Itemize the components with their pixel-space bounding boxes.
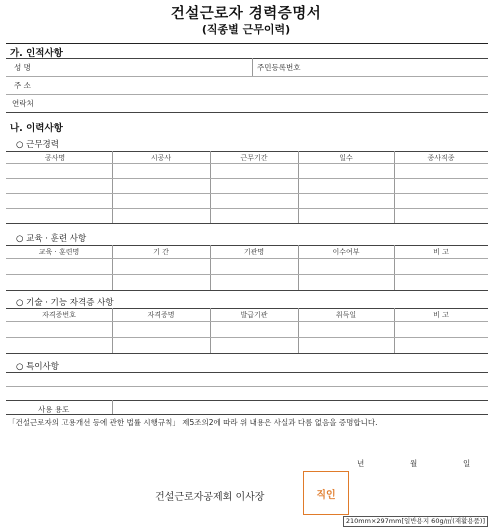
divider: [112, 245, 113, 290]
divider: [298, 308, 299, 353]
divider: [6, 223, 488, 224]
document-subtitle: (직종별 근무이력): [201, 23, 291, 36]
table-row-line: [6, 274, 488, 275]
license-col-header: 발급기관: [240, 311, 268, 319]
contact-label: 연락처: [12, 99, 34, 108]
training-col-header: 기관명: [243, 248, 265, 256]
work-col-header: 일수: [339, 154, 353, 162]
document-title: 건설근로자 경력증명서: [170, 6, 322, 22]
divider: [6, 43, 488, 44]
license-heading: ○ 기술 · 기능 자격증 사항: [16, 298, 114, 308]
training-col-header: 교육 · 훈련명: [38, 248, 80, 256]
license-col-header: 취득일: [335, 311, 357, 319]
work-col-header: 종사직종: [427, 154, 455, 162]
work-col-header: 근무기간: [240, 154, 268, 162]
rrn-label: 주민등록번호: [257, 63, 301, 72]
official-seal: 직인: [303, 471, 349, 515]
divider: [252, 58, 253, 76]
date-month-label: 월: [410, 459, 418, 468]
divider: [6, 414, 488, 415]
divider: [112, 400, 113, 414]
table-row-line: [6, 208, 488, 209]
license-col-header: 자격증명: [147, 311, 175, 319]
training-col-header: 비 고: [433, 248, 449, 256]
training-heading: ○ 교육 · 훈련 사항: [16, 234, 87, 244]
training-col-header: 이수여부: [332, 248, 360, 256]
name-label: 성 명: [14, 63, 31, 72]
divider: [6, 76, 488, 77]
divider: [112, 308, 113, 353]
divider: [394, 151, 395, 223]
table-row-line: [6, 321, 488, 322]
divider: [298, 245, 299, 290]
address-label: 주 소: [14, 81, 31, 90]
divider: [6, 372, 488, 373]
divider: [6, 353, 488, 354]
certification-statement: 「건설근로자의 고용개선 등에 관한 법률 시행규칙」 제5조의2에 따라 위 내용은 사실과 다름 없음을 증명합니다.: [8, 418, 378, 427]
divider: [112, 151, 113, 223]
divider: [210, 245, 211, 290]
notes-heading: ○ 특이사항: [16, 362, 59, 372]
section-history-heading: 나. 이력사항: [10, 123, 63, 134]
table-row-line: [6, 258, 488, 259]
section-personal-heading: 가. 인적사항: [10, 48, 63, 59]
divider: [6, 308, 488, 309]
work-col-header: 공사명: [44, 154, 66, 162]
training-col-header: 기 간: [153, 248, 169, 256]
license-col-header: 비 고: [433, 311, 449, 319]
divider: [6, 245, 488, 246]
table-row-line: [6, 178, 488, 179]
divider: [210, 151, 211, 223]
divider: [298, 151, 299, 223]
divider: [6, 58, 488, 59]
purpose-label: 사용 용도: [38, 405, 70, 414]
date-year-label: 년: [357, 459, 365, 468]
issuer-name: 건설근로자공제회 이사장: [155, 492, 265, 503]
divider: [394, 308, 395, 353]
divider: [6, 151, 488, 152]
divider: [6, 400, 488, 401]
divider: [6, 94, 488, 95]
divider: [6, 112, 488, 113]
paper-spec: 210mm×297mm[일반용지 60g/㎡(재활용품)]: [343, 516, 488, 527]
table-row-line: [6, 163, 488, 164]
divider: [6, 290, 488, 291]
table-row-line: [6, 386, 488, 387]
work-col-header: 시공사: [150, 154, 172, 162]
divider: [210, 308, 211, 353]
table-row-line: [6, 337, 488, 338]
divider: [394, 245, 395, 290]
work-heading: ○ 근무경력: [16, 140, 59, 150]
table-row-line: [6, 193, 488, 194]
date-day-label: 일: [463, 459, 471, 468]
license-col-header: 자격증번호: [42, 311, 76, 319]
